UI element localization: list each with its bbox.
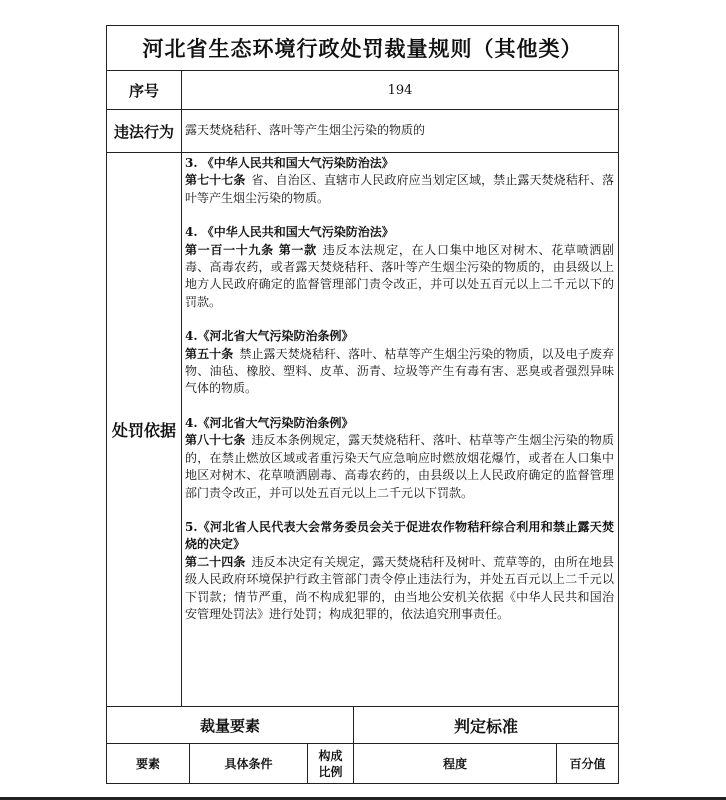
serial-value: 194 — [387, 82, 413, 98]
article-text: 违反本决定有关规定，露天焚烧秸秆及树叶、荒草等的，由所在地县级人民政府环境保护行政主管部门责令停止违法行为，并处五百元以上二千元以下罚款；情节严重，尚不构成犯罪的，由当地公安机关依据《中华人民共和国治安管理处罚法》进行处罚；构成犯罪的，依法追究刑事责任。 — [185, 554, 614, 621]
article-number: 第一百一十九条 第一款 — [185, 242, 317, 257]
article-number: 第八十七条 — [185, 433, 246, 448]
col-degree: 程度 — [442, 756, 467, 771]
basis-label: 处罚依据 — [111, 421, 176, 440]
law-heading: 4. 《中华人民共和国大气污染防治法》 — [185, 225, 394, 240]
col-percent: 百分值 — [569, 756, 606, 771]
article-text: 违反本法规定，在人口集中地区对树木、花草喷洒剧毒、高毒农药，或者露天焚烧秸秆、落叶等产生烟尘污染的物质的，由县级以上地方人民政府确定的监督管理部门责令改正，并可以处五百元以上二千元以下的罚款。 — [185, 242, 614, 309]
discretion-elements-header: 裁量要素 — [199, 716, 260, 735]
basis-content — [182, 153, 616, 706]
law-heading: 4.《河北省大气污染防治条例》 — [185, 329, 354, 344]
law-heading: 3. 《中华人民共和国大气污染防治法》 — [185, 156, 394, 170]
basis-section — [185, 224, 614, 311]
article-number: 第二十四条 — [185, 554, 246, 569]
judgment-standard-header: 判定标准 — [453, 716, 518, 736]
article-text: 违反本条例规定，露天焚烧秸秆、落叶、枯草等产生烟尘污染的物质的，在禁止燃放区域或者重污染天气应急响应时燃放烟花爆竹，或者在人口集中地区对树木、花草喷洒剧毒、高毒农药的，由县级以上人民政府确定的监督管理部门责令改正，并可以处五百元以上二千元以下罚款。 — [185, 433, 614, 500]
article-text: 禁止露天焚烧秸秆、落叶、枯草等产生烟尘污染的物质，以及电子废弃物、油毡、橡胶、塑料、皮革、沥青、垃圾等产生有毒有害、恶臭或者强烈异味气体的物质。 — [185, 346, 614, 396]
page-title: 河北省生态环境行政处罚裁量规则（其他类） — [142, 36, 583, 61]
basis-section — [185, 328, 614, 398]
article-number: 第五十条 — [185, 346, 234, 361]
article-number: 第七十七条 — [185, 173, 246, 188]
serial-label: 序号 — [128, 81, 159, 100]
basis-section — [185, 415, 614, 502]
col-ratio-line1: 构成 — [318, 748, 343, 763]
divider — [181, 70, 182, 706]
law-heading: 5.《河北省人民代表大会常务委员会关于促进农作物秸秆综合利用和禁止露天焚烧的决定》 — [185, 519, 614, 552]
basis-section — [185, 155, 614, 207]
penalty-rule-table — [106, 25, 619, 784]
article-text: 省、自治区、直辖市人民政府应当划定区域，禁止露天焚烧秸秆、落叶等产生烟尘污染的物质。 — [185, 173, 614, 205]
col-ratio — [308, 744, 353, 783]
violation-label: 违法行为 — [113, 122, 174, 141]
law-heading: 4.《河北省大气污染防治条例》 — [185, 415, 354, 430]
basis-section — [185, 519, 614, 623]
col-condition: 具体条件 — [224, 756, 273, 771]
col-ratio-line2: 比例 — [318, 764, 343, 779]
col-element: 要素 — [135, 756, 160, 771]
violation-value: 露天焚烧秸秆、落叶等产生烟尘污染的物质的 — [185, 123, 426, 138]
